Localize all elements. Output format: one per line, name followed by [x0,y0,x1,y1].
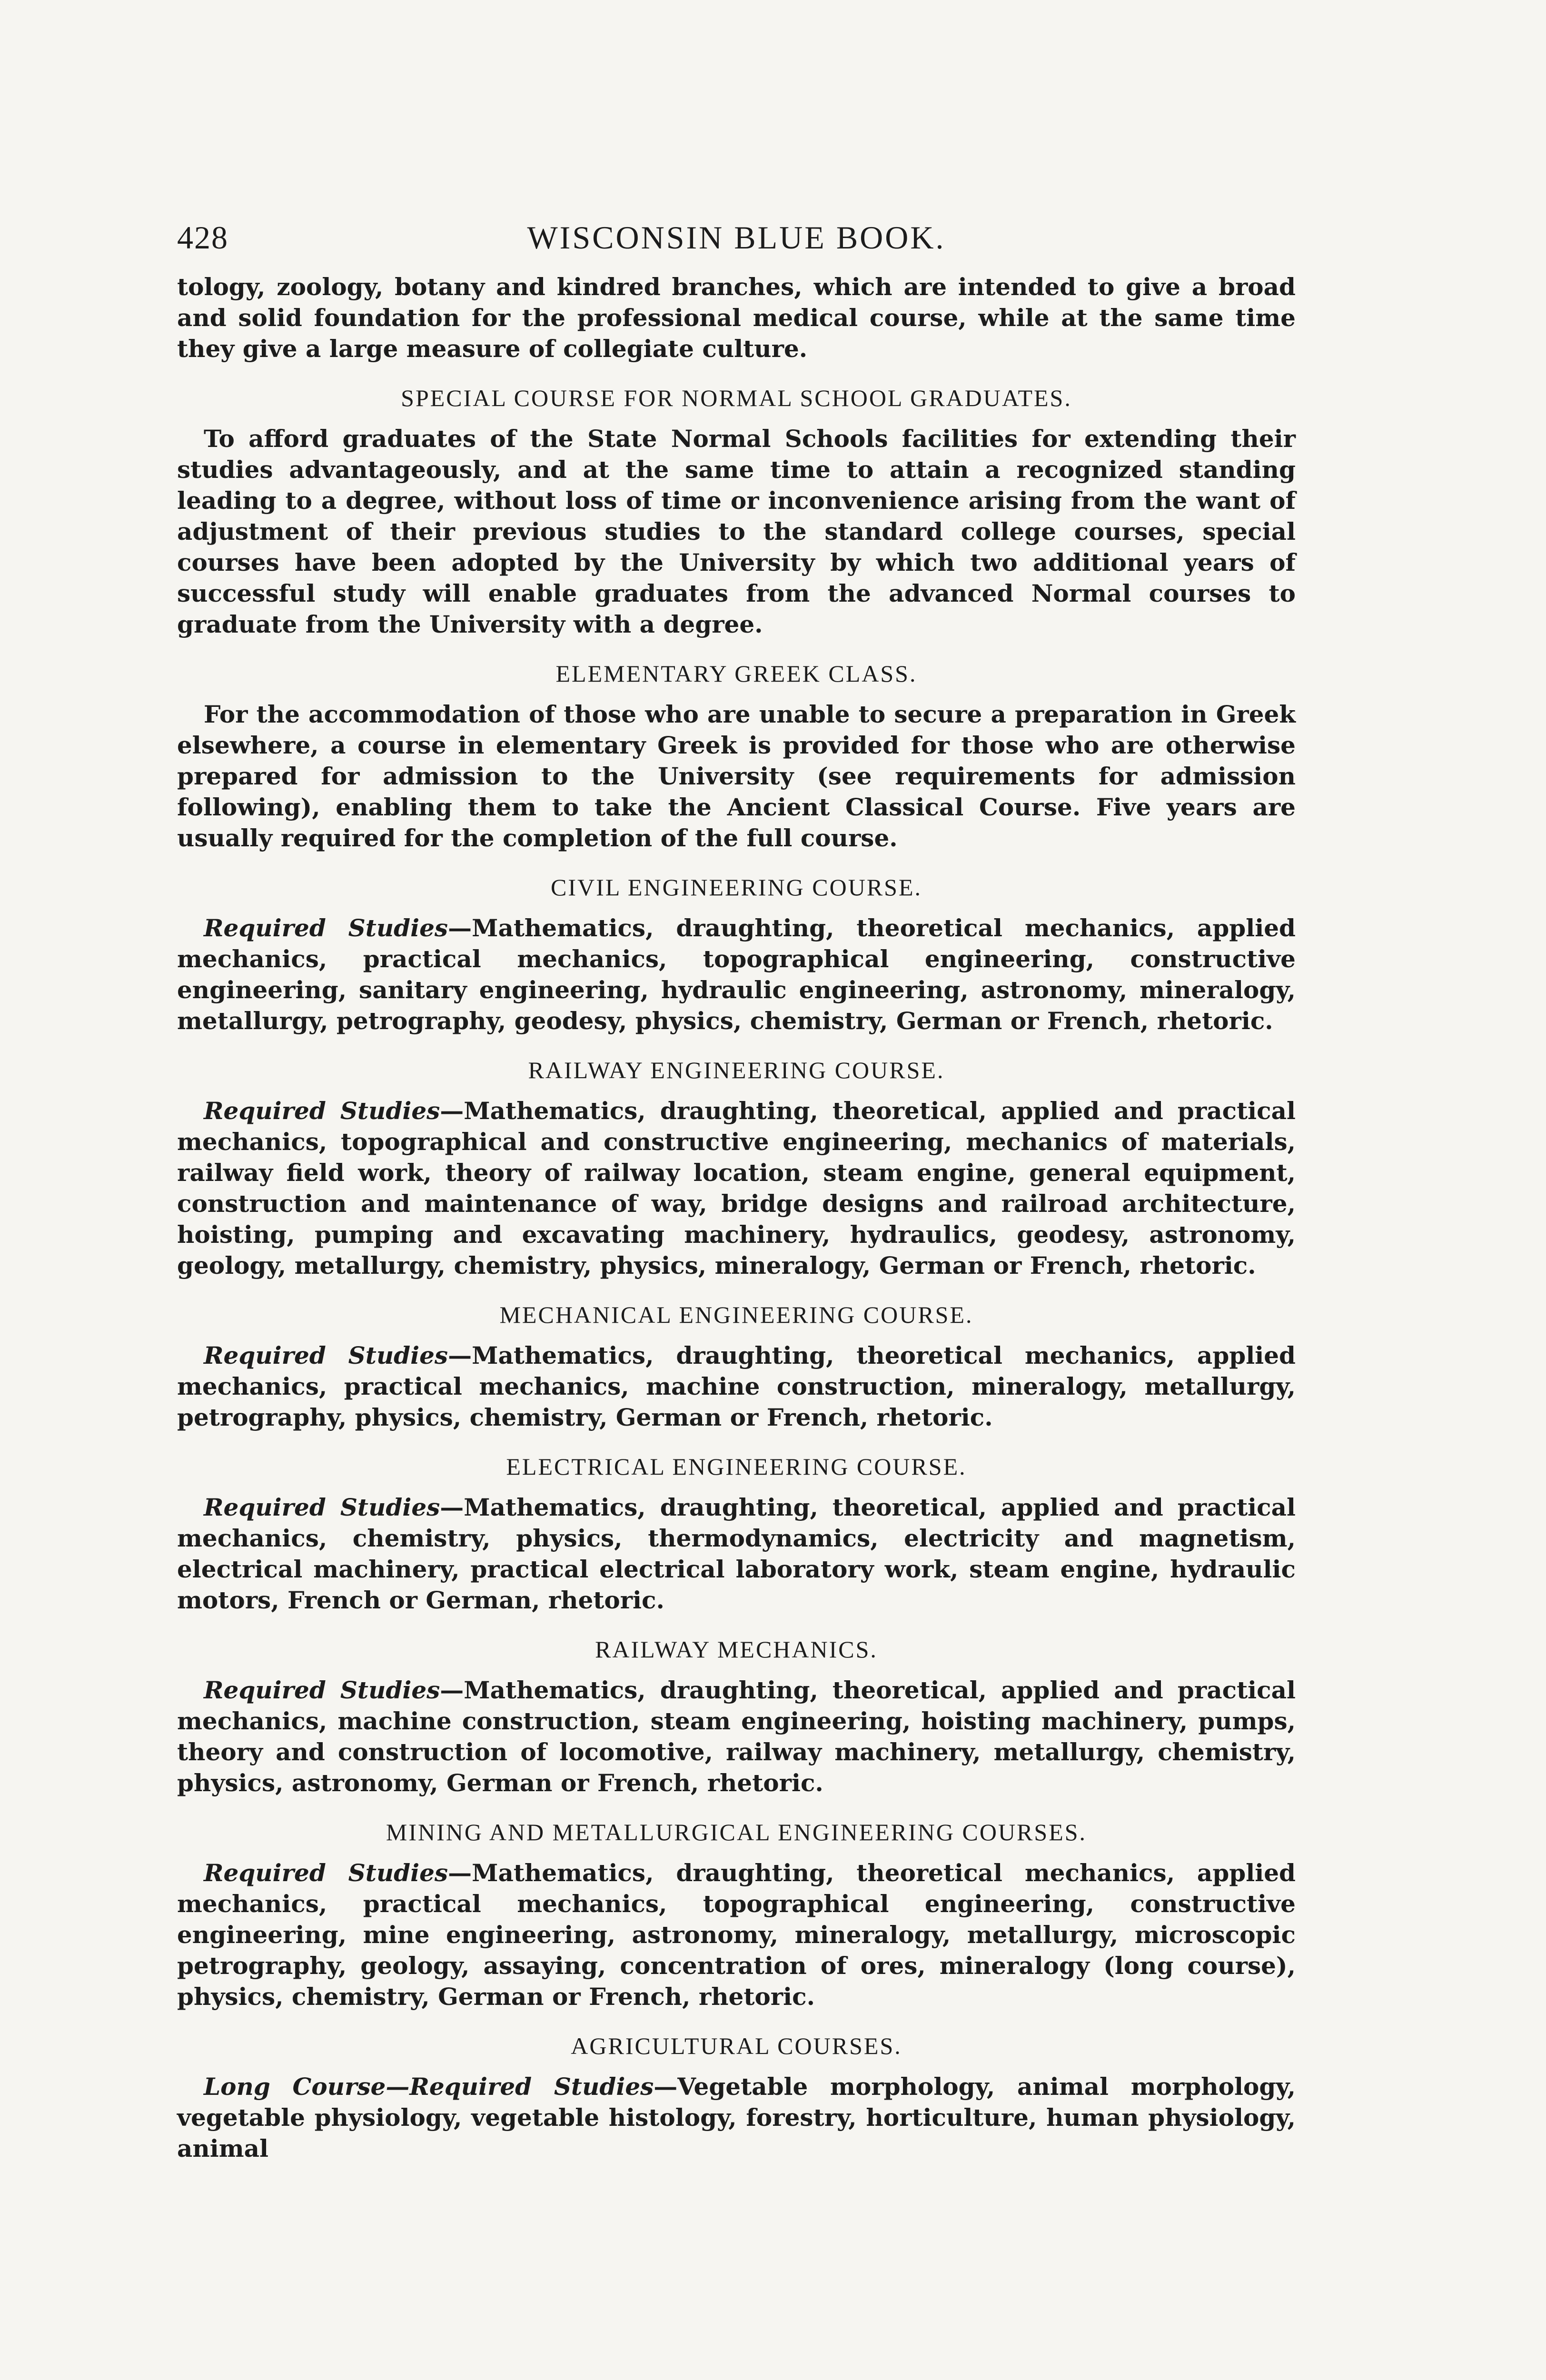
section-heading: RAILWAY ENGINEERING COURSE. [528,1057,945,1083]
studies-list: —Vegetable morphology, animal morphology, vegetable physiology, vegetable histology, forestry, horticulture, human physiology, animal [177,2073,1296,2162]
required-studies-label: Required Studies [204,1341,448,1369]
required-studies-label: Required Studies [204,1676,440,1704]
section-railway-mechanics [177,1616,1296,1798]
section-mining-metallurgical [177,1798,1296,2012]
running-head [177,219,1296,271]
section-normal-graduates [177,364,1296,640]
required-studies-label: Required Studies [204,1097,440,1125]
required-studies-label: Required Studies [204,1493,440,1521]
section-body [177,1340,1296,1433]
section-elementary-greek [177,640,1296,853]
section-body [177,1675,1296,1798]
section-body: For the accommodation of those who are unable to secure a preparation in Greek elsewhere, a course in elementary Greek is provided for those who are otherwise prepared for admission to the University (see requirements for admission following), enabling them to take the Ancient Classical Course. Five years are usually required for the completion of the full course. [177,700,1296,852]
section-electrical-engineering [177,1433,1296,1616]
long-course-label: Long Course—Required Studies [204,2073,654,2101]
section-heading: MINING AND METALLURGICAL ENGINEERING COURSES. [386,1819,1087,1845]
section-heading: ELECTRICAL ENGINEERING COURSE. [506,1453,967,1480]
studies-list: —Mathematics, draughting, theoretical, applied and practical mechanics, topographical and constructive engineering, mechanics of materials, railway field work, theory of railway location, steam engine, general equipment, construction and maintenance of way, bridge designs and railroad architecture, hoisting, pumping and excavating machinery, hydraulics, geodesy, astronomy, geology, metallurgy, chemistry, physics, mineralogy, German or French, rhetoric. [177,1097,1296,1279]
section-civil-engineering [177,853,1296,1036]
section-railway-engineering [177,1036,1296,1281]
studies-list: —Mathematics, draughting, theoretical mechanics, applied mechanics, practical mechanics, topographical engineering, constructive engineering, sanitary engineering, hydraulic engineering, astronomy, mineralogy, metallurgy, petrography, geodesy, physics, chemistry, German or French, rhetoric. [177,914,1296,1035]
section-agricultural [177,2012,1296,2164]
studies-list: —Mathematics, draughting, theoretical mechanics, applied mechanics, practical mechanics, machine construction, mineralogy, metallurgy, petrography, physics, chemistry, German or French, rhetoric. [177,1341,1296,1431]
section-heading: RAILWAY MECHANICS. [595,1636,878,1663]
running-title: WISCONSIN BLUE BOOK. [527,219,946,256]
section-heading: AGRICULTURAL COURSES. [571,2033,902,2059]
section-heading: MECHANICAL ENGINEERING COURSE. [499,1301,973,1328]
section-body [177,1492,1296,1616]
studies-list: —Mathematics, draughting, theoretical, applied and practical mechanics, machine construction, steam engineering, hoisting machinery, pumps, theory and construction of locomotive, railway machinery, metallurgy, chemistry, physics, astronomy, German or French, rhetoric. [177,1676,1296,1797]
section-heading: SPECIAL COURSE FOR NORMAL SCHOOL GRADUATES. [401,385,1072,411]
section-body [177,2071,1296,2164]
section-mechanical-engineering [177,1281,1296,1433]
studies-list: —Mathematics, draughting, theoretical, applied and practical mechanics, chemistry, physics, thermodynamics, electricity and magnetism, electrical machinery, practical electrical laboratory work, steam engine, hydraulic motors, French or German, rhetoric. [177,1493,1296,1614]
section-body: To afford graduates of the State Normal Schools facilities for extending their studies advantageously, and at the same time to attain a recognized standing leading to a degree, without loss of time or inconvenience arising from the want of adjustment of their previous studies to the standard college courses, special courses have been adopted by the University by which two additional years of successful study will enable graduates from the advanced Normal courses to graduate from the University with a degree. [177,425,1296,638]
required-studies-label: Required Studies [204,914,448,942]
page-number: 428 [177,219,228,256]
section-body [177,1857,1296,2012]
section-heading: CIVIL ENGINEERING COURSE. [550,874,922,901]
studies-list: —Mathematics, draughting, theoretical mechanics, applied mechanics, practical mechanics, topographical engineering, constructive engineering, mine engineering, astronomy, mineralogy, metallurgy, microscopic petrography, geology, assaying, concentration of ores, mineralogy (long course), physics, chemistry, German or French, rhetoric. [177,1859,1296,2011]
required-studies-label: Required Studies [204,1859,448,1887]
section-body [177,912,1296,1036]
book-page [177,219,1296,2164]
section-body [177,1095,1296,1281]
continued-paragraph: tology, zoology, botany and kindred branches, which are intended to give a broad and solid foundation for the professional medical course, while at the same time they give a large measure of collegiate culture. [177,273,1296,363]
section-heading: ELEMENTARY GREEK CLASS. [555,660,917,687]
